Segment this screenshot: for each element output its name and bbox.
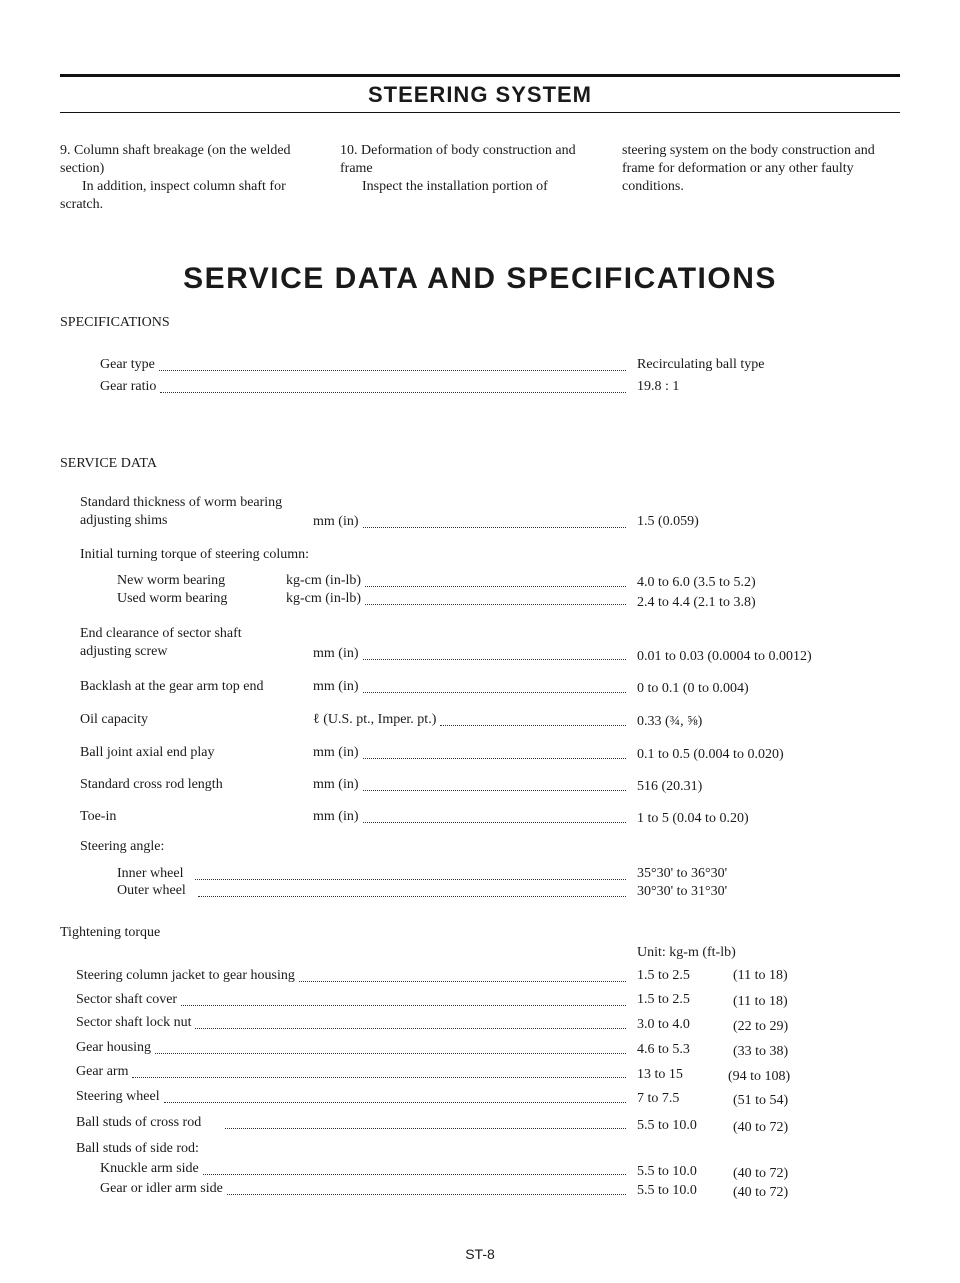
torque-item-name: Knuckle arm side — [100, 1161, 199, 1176]
used-worm-row — [286, 590, 630, 608]
intro-column-3 — [622, 142, 892, 196]
inner-wheel-value: 35°30' to 36°30' — [637, 866, 728, 881]
steering-angle-label: Steering angle: — [80, 839, 165, 854]
outer-wheel-label: Outer wheel — [117, 883, 186, 898]
toe-in-row — [313, 808, 630, 826]
end-clearance-label-line2: adjusting screw — [80, 644, 168, 659]
ball-joint-row — [313, 744, 630, 762]
dot-leader — [160, 380, 626, 393]
dot-leader — [363, 810, 627, 823]
torque-imperial: (11 to 18) — [733, 994, 788, 1009]
torque-metric: 5.5 to 10.0 — [637, 1118, 697, 1133]
initial-torque-label: Initial turning torque of steering column: — [80, 547, 310, 562]
ball-joint-value: 0.1 to 0.5 (0.004 to 0.020) — [637, 747, 784, 762]
torque-item-name: Sector shaft cover — [76, 992, 178, 1007]
torque-imperial: (40 to 72) — [733, 1120, 789, 1135]
header-rule-top — [60, 74, 900, 77]
worm-shims-row — [313, 513, 630, 531]
torque-imperial: (51 to 54) — [733, 1093, 789, 1108]
dot-leader — [203, 1162, 626, 1175]
torque-metric: 1.5 to 2.5 — [637, 968, 690, 983]
dot-leader — [363, 647, 627, 660]
torque-row — [76, 1088, 630, 1106]
used-worm-label: Used worm bearing — [117, 591, 228, 606]
end-clearance-row — [313, 645, 630, 663]
dot-leader — [440, 713, 626, 726]
section-header-title: STEERING SYSTEM — [367, 82, 593, 107]
unit-label: mm (in) — [313, 646, 359, 661]
header-rule-bottom — [60, 112, 900, 113]
torque-row — [76, 991, 630, 1009]
dot-leader — [195, 867, 626, 880]
spec-row-gear-type — [100, 356, 630, 374]
dot-leader — [365, 592, 626, 605]
unit-label: mm (in) — [313, 745, 359, 760]
unit-label: mm (in) — [313, 777, 359, 792]
spec-value: Recirculating ball type — [637, 357, 765, 372]
spec-row-gear-ratio — [100, 378, 630, 396]
dot-leader — [195, 1016, 626, 1029]
torque-metric: 3.0 to 4.0 — [637, 1017, 690, 1032]
worm-shims-label-line2: adjusting shims — [80, 513, 168, 528]
torque-row — [76, 1014, 630, 1032]
cross-rod-label: Standard cross rod length — [80, 777, 223, 792]
torque-imperial: (94 to 108) — [728, 1069, 791, 1084]
intro-item-9: 9. Column shaft breakage (on the welded section) — [60, 143, 291, 176]
torque-metric: 1.5 to 2.5 — [637, 992, 690, 1007]
dot-leader — [363, 746, 627, 759]
new-worm-row — [286, 572, 630, 590]
dot-leader — [363, 778, 627, 791]
cross-rod-row — [313, 776, 630, 794]
outer-wheel-value: 30°30' to 31°30' — [637, 884, 728, 899]
torque-row — [100, 1160, 630, 1178]
torque-item-name: Gear arm — [76, 1064, 129, 1079]
ball-joint-label: Ball joint axial end play — [80, 745, 215, 760]
oil-capacity-label: Oil capacity — [80, 712, 149, 727]
dot-leader — [181, 993, 626, 1006]
cross-rod-value: 516 (20.31) — [637, 779, 703, 794]
torque-item-name: Steering column jacket to gear housing — [76, 968, 295, 983]
inner-wheel-label: Inner wheel — [117, 866, 184, 881]
used-worm-value: 2.4 to 4.4 (2.1 to 3.8) — [637, 595, 756, 610]
torque-imperial: (33 to 38) — [733, 1044, 789, 1059]
dot-leader — [227, 1182, 626, 1195]
intro-column-2 — [340, 142, 605, 196]
oil-capacity-row — [313, 711, 630, 729]
dot-leader — [225, 1116, 626, 1129]
toe-in-label: Toe-in — [80, 809, 117, 824]
torque-imperial: (22 to 29) — [733, 1019, 789, 1034]
toe-in-value: 1 to 5 (0.04 to 0.20) — [637, 811, 749, 826]
backlash-label: Backlash at the gear arm top end — [80, 679, 264, 694]
spec-value: 19.8 : 1 — [637, 379, 680, 394]
specifications-heading: SPECIFICATIONS — [60, 315, 170, 330]
unit-label: kg-cm (in-lb) — [286, 573, 362, 588]
dot-leader — [299, 969, 626, 982]
dot-leader — [365, 574, 626, 587]
page-title: SERVICE DATA AND SPECIFICATIONS — [183, 262, 777, 295]
page-number: ST-8 — [465, 1246, 495, 1262]
dot-leader — [363, 680, 627, 693]
torque-imperial: (40 to 72) — [733, 1185, 789, 1200]
torque-item-name: Gear or idler arm side — [100, 1181, 223, 1196]
torque-imperial: (11 to 18) — [733, 968, 788, 983]
unit-label: kg-cm (in-lb) — [286, 591, 362, 606]
inner-wheel-row — [117, 865, 630, 883]
outer-wheel-row — [117, 882, 630, 900]
torque-row — [76, 967, 630, 985]
intro-item-9-note: In addition, inspect column shaft for scratch. — [60, 179, 286, 212]
torque-row — [76, 1039, 630, 1057]
torque-unit-label: Unit: kg-m (ft-lb) — [637, 945, 736, 960]
backlash-value: 0 to 0.1 (0 to 0.004) — [637, 681, 749, 696]
end-clearance-label-line1: End clearance of sector shaft — [80, 626, 242, 641]
unit-label: mm (in) — [313, 679, 359, 694]
torque-metric: 5.5 to 10.0 — [637, 1164, 697, 1179]
spec-name: Gear type — [100, 357, 155, 372]
torque-row — [76, 1063, 630, 1081]
intro-item-10-note: Inspect the installation portion of — [362, 179, 548, 194]
new-worm-label: New worm bearing — [117, 573, 226, 588]
torque-item-name: Steering wheel — [76, 1089, 160, 1104]
dot-leader — [155, 1041, 626, 1054]
torque-row — [100, 1180, 630, 1198]
end-clearance-value: 0.01 to 0.03 (0.0004 to 0.0012) — [637, 649, 812, 664]
backlash-row — [313, 678, 630, 696]
torque-metric: 13 to 15 — [637, 1067, 683, 1082]
dot-leader — [164, 1090, 626, 1103]
dot-leader — [159, 358, 626, 371]
spec-name: Gear ratio — [100, 379, 157, 394]
torque-metric: 5.5 to 10.0 — [637, 1183, 697, 1198]
new-worm-value: 4.0 to 6.0 (3.5 to 5.2) — [637, 575, 756, 590]
torque-metric: 7 to 7.5 — [637, 1091, 680, 1106]
torque-imperial: (40 to 72) — [733, 1166, 789, 1181]
side-rod-label: Ball studs of side rod: — [76, 1141, 199, 1156]
unit-label: ℓ (U.S. pt., Imper. pt.) — [313, 712, 437, 727]
dot-leader — [132, 1065, 626, 1078]
worm-shims-label-line1: Standard thickness of worm bearing — [80, 495, 283, 510]
service-data-heading: SERVICE DATA — [60, 456, 157, 471]
torque-metric: 4.6 to 5.3 — [637, 1042, 690, 1057]
worm-shims-value: 1.5 (0.059) — [637, 514, 699, 529]
dot-leader — [198, 884, 626, 897]
intro-continuation: steering system on the body construction and frame for deformation or any other faulty conditions. — [622, 143, 875, 194]
torque-item-name: Sector shaft lock nut — [76, 1015, 192, 1030]
torque-item-name: Ball studs of cross rod — [76, 1115, 202, 1130]
dot-leader — [363, 515, 627, 528]
unit-label: mm (in) — [313, 809, 359, 824]
torque-item-name: Gear housing — [76, 1040, 152, 1055]
intro-column-1 — [60, 142, 310, 214]
unit-label: mm (in) — [313, 514, 359, 529]
tightening-torque-heading: Tightening torque — [60, 925, 161, 940]
oil-capacity-value: 0.33 (¾, ⅝) — [637, 714, 703, 729]
intro-item-10: 10. Deformation of body construction and frame — [340, 143, 576, 176]
torque-row — [76, 1114, 630, 1132]
